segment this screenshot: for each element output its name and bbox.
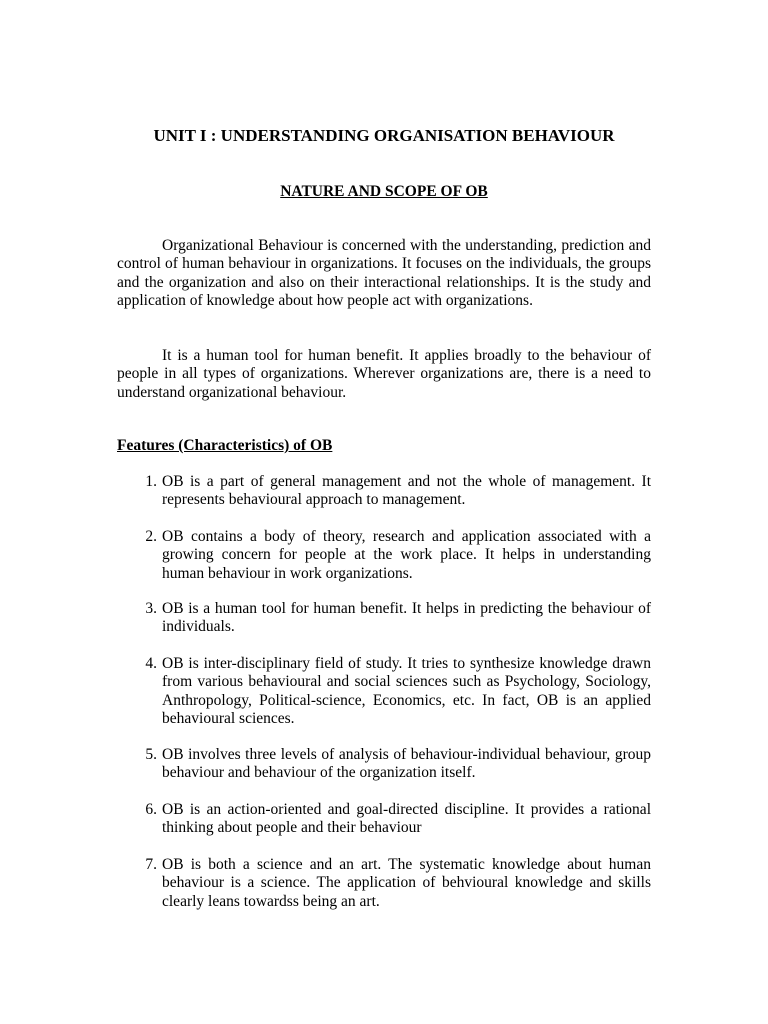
feature-text: OB is an action-oriented and goal-directed discipline. It provides a rational thinking about people and their behaviour [162, 801, 651, 837]
feature-number: 4. [145, 655, 157, 672]
feature-text: OB is inter-disciplinary field of study. It tries to synthesize knowledge drawn from various behavioural and social sciences such as Psychology, Sociology, Anthropology, Political-science, Economics, etc. In fact, OB is an applied behavioural sciences. [162, 655, 651, 728]
feature-number: 7. [145, 856, 157, 873]
feature-text: OB is a human tool for human benefit. It helps in predicting the behaviour of individuals. [162, 600, 651, 636]
feature-number: 3. [145, 600, 157, 617]
intro-paragraph: Organizational Behaviour is concerned with the understanding, prediction and control of human behaviour in organizations. It focuses on the individuals, the groups and the organization and also on their interactional relationships. It is the study and application of knowledge about how people act with organizations. [117, 237, 651, 310]
feature-number: 5. [145, 746, 157, 763]
feature-text: OB contains a body of theory, research and application associated with a growing concern for people at the work place. It helps in understanding human behaviour in work organizations. [162, 528, 651, 582]
feature-number: 1. [145, 473, 157, 490]
feature-text: OB is both a science and an art. The systematic knowledge about human behaviour is a science. The application of behvioural knowledge and skills clearly leans towardss being an art. [162, 856, 651, 910]
feature-text: OB is a part of general management and not the whole of management. It represents behavioural approach to management. [162, 473, 651, 509]
feature-number: 2. [145, 528, 157, 545]
unit-title: UNIT I : UNDERSTANDING ORGANISATION BEHAVIOUR [153, 126, 615, 145]
features-heading: Features (Characteristics) of OB [117, 437, 333, 454]
section-title: NATURE AND SCOPE OF OB [280, 183, 488, 200]
feature-text: OB involves three levels of analysis of behaviour-individual behaviour, group behaviour and behaviour of the organization itself. [162, 746, 651, 782]
benefit-paragraph: It is a human tool for human benefit. It applies broadly to the behaviour of people in all types of organizations. Wherever organizations are, there is a need to understand organizational behaviour. [117, 347, 651, 401]
feature-number: 6. [145, 801, 157, 818]
